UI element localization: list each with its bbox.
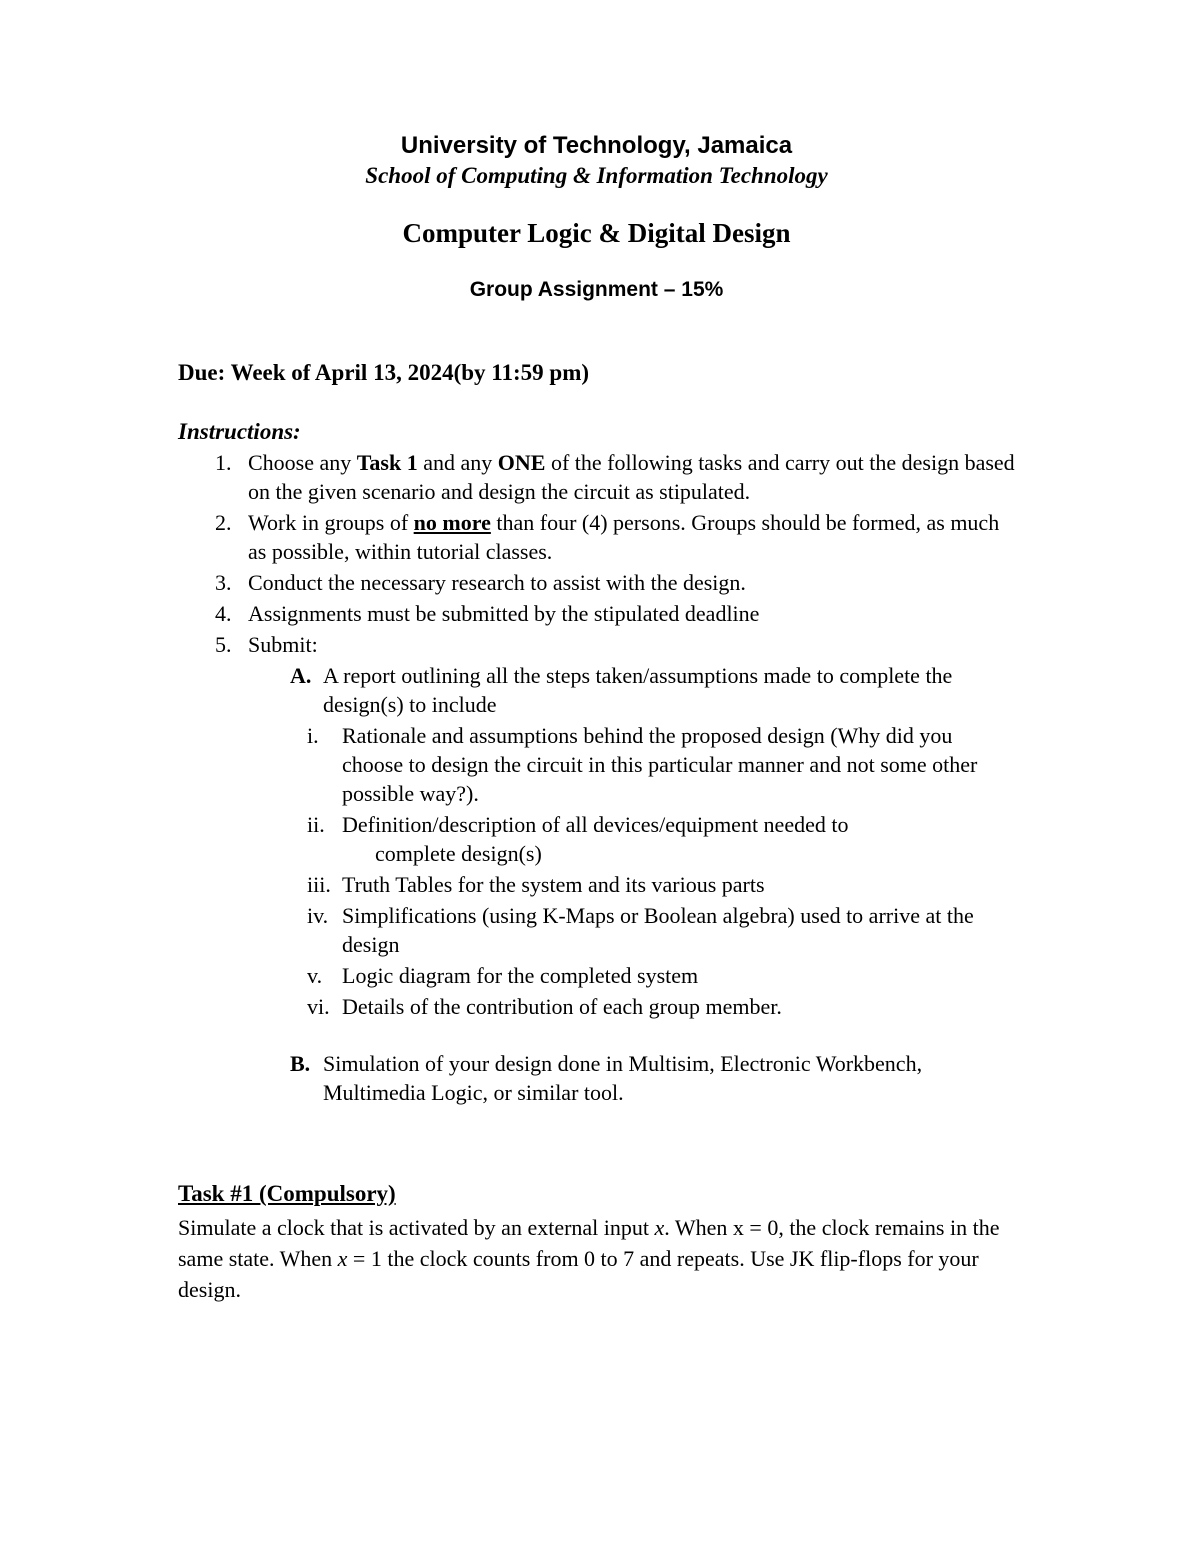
item-text: Definition/description of all devices/equipment needed to complete design(s) [342, 812, 849, 866]
due-date-line: Due: Week of April 13, 2024(by 11:59 pm) [178, 360, 590, 385]
item-text: Conduct the necessary research to assist with the design. [248, 570, 746, 595]
submit-item-b [290, 1049, 1015, 1107]
variable-x: x [337, 1246, 348, 1271]
item-text: Truth Tables for the system and its various parts [342, 872, 765, 897]
item-text: Assignments must be submitted by the stipulated deadline [248, 601, 760, 626]
instructions-heading: Instructions: [178, 419, 301, 444]
roman-item-ii [307, 810, 1015, 868]
item-text: A report outlining all the steps taken/assumptions made to complete the design(s) to include [323, 663, 953, 717]
roman-item-iii [307, 870, 1015, 899]
task1-section [178, 1179, 1015, 1305]
roman-item-v [307, 961, 1015, 990]
item-number: 4. [215, 601, 232, 626]
item-numeral: i. [307, 723, 319, 748]
roman-item-iv [307, 901, 1015, 959]
one-emphasis: ONE [497, 450, 546, 475]
no-more-emphasis: no more [413, 510, 491, 535]
roman-list [178, 721, 1015, 1021]
task1-body: Simulate a clock that is activated by an external input x. When x = 0, the clock remains in the same state. When x = 1 the clock counts from 0 to 7 and repeats. Use JK flip-flops for your design. [178, 1215, 1000, 1302]
instruction-item-3 [215, 568, 1015, 597]
item-numeral: v. [307, 963, 323, 988]
item-numeral: vi. [307, 994, 330, 1019]
item-number: 2. [215, 510, 232, 535]
item-text-continued: complete design(s) [375, 841, 542, 866]
item-text: Work in groups of no more than four (4) persons. Groups should be formed, as much as possible, within tutorial classes. [248, 510, 1000, 564]
item-text: Logic diagram for the completed system [342, 963, 699, 988]
item-letter: A. [290, 663, 312, 688]
item-text: Rationale and assumptions behind the proposed design (Why did you choose to design the circuit in this particular manner and not some other possible way?). [342, 723, 978, 806]
item-numeral: iv. [307, 903, 329, 928]
instructions-list [178, 448, 1015, 1107]
instruction-item-2 [215, 508, 1015, 566]
instruction-item-4 [215, 599, 1015, 628]
item-numeral: iii. [307, 872, 331, 897]
roman-item-vi [307, 992, 1015, 1021]
item-letter: B. [290, 1051, 311, 1076]
item-text: Details of the contribution of each group member. [342, 994, 782, 1019]
item-text: Simulation of your design done in Multisim, Electronic Workbench, Multimedia Logic, or similar tool. [323, 1051, 923, 1105]
item-numeral: ii. [307, 812, 325, 837]
item-number: 1. [215, 450, 232, 475]
course-title: Computer Logic & Digital Design [402, 218, 791, 248]
item-text: Submit: [248, 632, 318, 657]
school-name: School of Computing & Information Technology [365, 163, 828, 188]
variable-x: x [654, 1215, 665, 1240]
instruction-item-1 [215, 448, 1015, 506]
assignment-title: Group Assignment – 15% [469, 278, 724, 301]
item-text: Choose any Task 1 and any ONE of the following tasks and carry out the design based on the given scenario and design the circuit as stipulated. [248, 450, 1015, 504]
task1-title: Task #1 (Compulsory) [178, 1181, 396, 1206]
task1-emphasis: Task 1 [356, 450, 418, 475]
item-text: Simplifications (using K-Maps or Boolean algebra) used to arrive at the design [342, 903, 974, 957]
item-number: 5. [215, 632, 232, 657]
roman-item-i [307, 721, 1015, 808]
document-header [178, 132, 1015, 302]
submit-item-a [290, 661, 1015, 719]
instruction-item-5 [215, 630, 1015, 659]
university-name: University of Technology, Jamaica [400, 132, 793, 159]
item-number: 3. [215, 570, 232, 595]
